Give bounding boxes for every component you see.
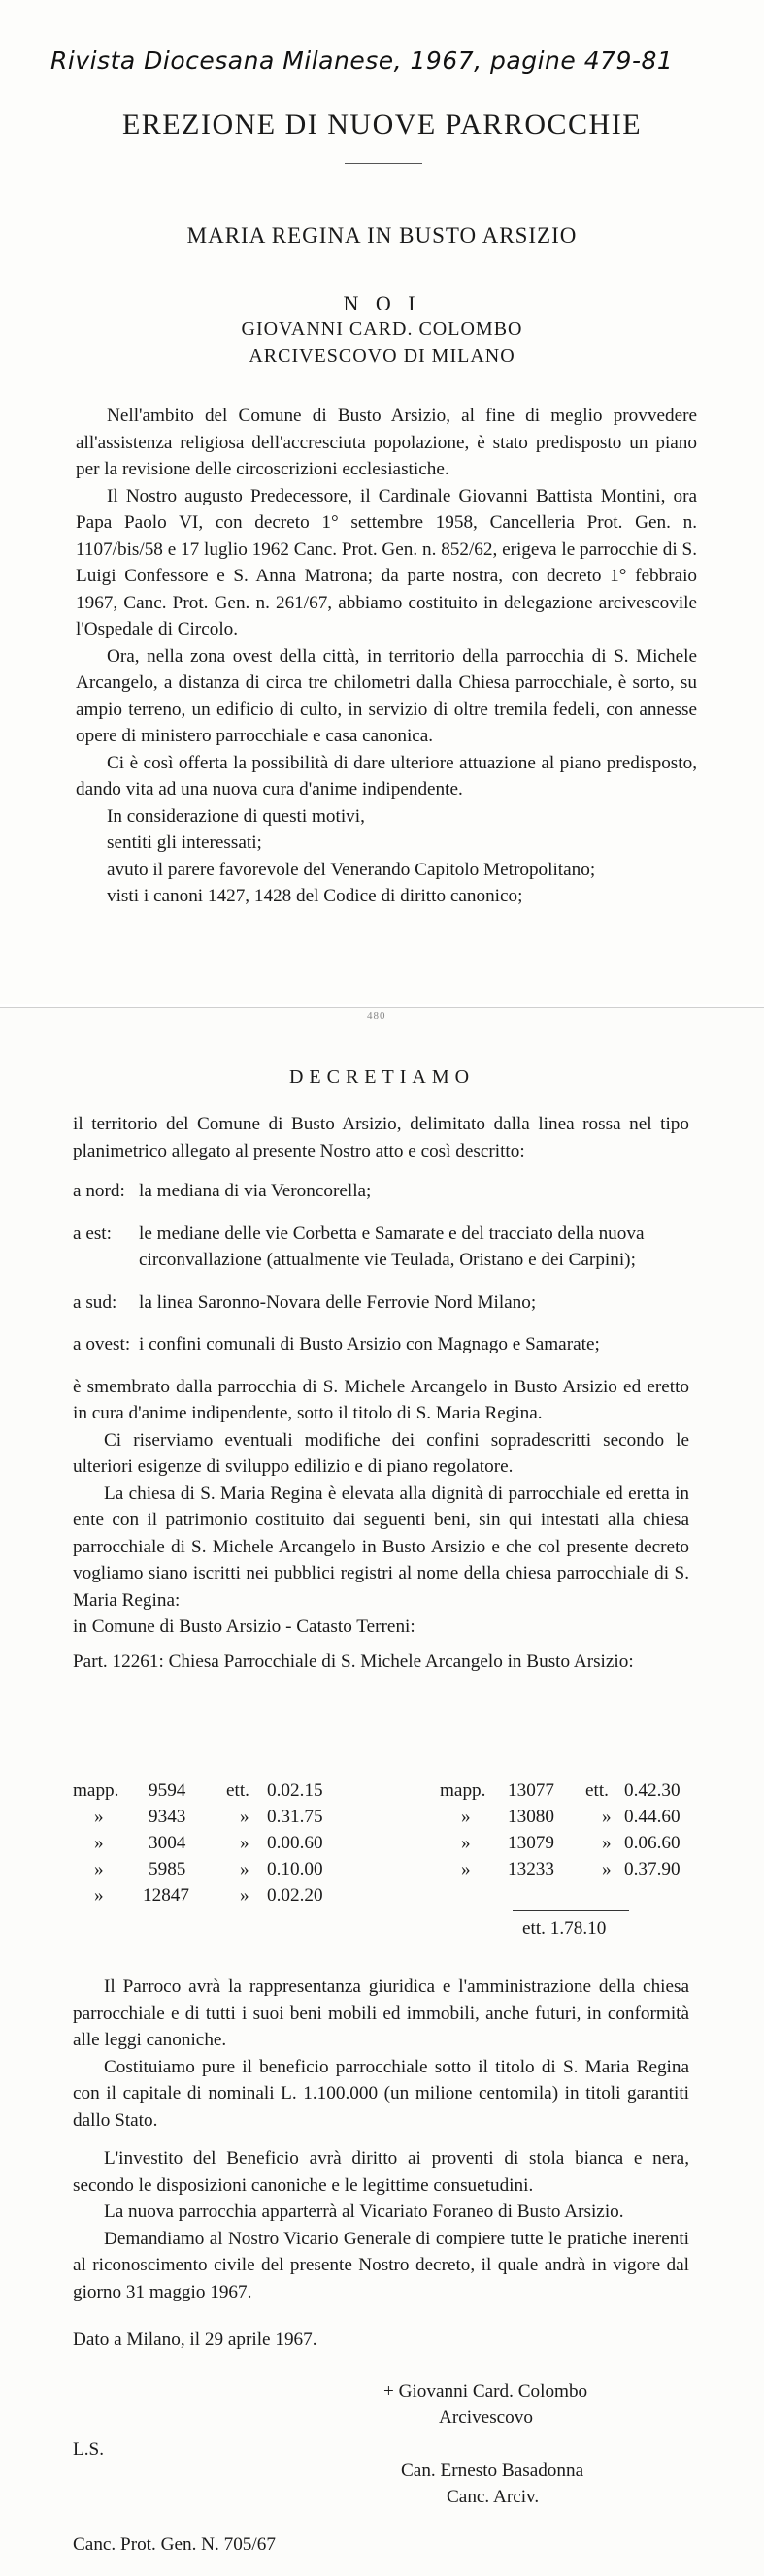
- parcel-row: [73, 1859, 681, 1885]
- parcel-row: [73, 1833, 681, 1859]
- boundary-text: le mediane delle vie Corbetta e Samarate e del tracciato della nuova circonvallazione (attualmente vie Teulada, Oristano e dei Carpini);: [139, 1223, 645, 1270]
- signature-cardinal: + Giovanni Card. Colombo: [383, 2381, 588, 2401]
- parcel-row: [73, 1780, 681, 1807]
- page-sheet-1: [0, 0, 764, 1004]
- parcel-number: 13077: [508, 1780, 554, 1801]
- signature-cardinal-role: Arcivescovo: [439, 2407, 533, 2428]
- boundary-label: a ovest:: [73, 1334, 131, 1354]
- decree-heading: DECRETIAMO: [288, 1066, 476, 1088]
- parcel-number: 13080: [508, 1807, 554, 1827]
- intro-paragraph: sentiti gli interessati;: [107, 832, 262, 853]
- parcel-area: 0.06.60: [624, 1833, 681, 1853]
- intro-paragraph: Ci è così offerta la possibilità di dare ulteriore attuazione al piano predisposto, dando vita ad una nuova cura d'anime indipendente.: [76, 752, 697, 799]
- intro-paragraph: avuto il parere favorevole del Venerando Capitolo Metropolitano;: [107, 859, 596, 880]
- boundary-label: a sud:: [73, 1291, 117, 1313]
- territory-intro: il territorio del Comune di Busto Arsizio, delimitato dalla linea rossa nel tipo planimetrico allegato al presente Nostro atto e così descritto:: [73, 1114, 689, 1161]
- total-divider: [513, 1910, 629, 1911]
- closing-paragraph: L'investito del Beneficio avrà diritto ai proventi di stola bianca e nera, secondo le disposizioni canoniche e le legittime consuetudini.: [73, 2148, 689, 2196]
- title-divider: [345, 163, 422, 164]
- parcel-mark: mapp.: [440, 1780, 486, 1801]
- parcel-area: 0.31.75: [267, 1807, 323, 1827]
- parcel-mark: »: [461, 1807, 471, 1827]
- page-sheet-2: [0, 1007, 764, 2576]
- intro-paragraph: visti i canoni 1427, 1428 del Codice di diritto canonico;: [107, 886, 523, 906]
- boundary-north: [73, 1178, 689, 1205]
- closing-paragraph: Demandiamo al Nostro Vicario Generale di compiere tutte le pratiche inerenti al riconoscimento civile del presente Nostro decreto, il quale andrà in vigore dal giorno 31 maggio 1967.: [73, 2228, 689, 2302]
- parcel-row: [73, 1807, 681, 1833]
- protocol-number: Canc. Prot. Gen. N. 705/67: [73, 2534, 276, 2555]
- parcel-number: 13233: [508, 1859, 554, 1879]
- parcel-unit: »: [602, 1807, 612, 1827]
- parcel-number: 9343: [149, 1807, 186, 1827]
- issuer-noi: N O I: [343, 291, 421, 315]
- parcel-number: 5985: [149, 1859, 186, 1879]
- document-title: EREZIONE DI NUOVE PARROCCHIE: [121, 109, 643, 141]
- page-number: 480: [367, 1010, 386, 1022]
- parcel-area: 0.00.60: [267, 1833, 323, 1853]
- issuer-role: ARCIVESCOVO DI MILANO: [249, 345, 515, 367]
- parcel-area: 0.02.15: [267, 1780, 323, 1801]
- parcel-mark: »: [94, 1833, 104, 1853]
- parcel-unit: »: [602, 1833, 612, 1853]
- boundary-text: i confini comunali di Busto Arsizio con Magnago e Samarate;: [139, 1334, 600, 1354]
- decree-paragraph: Ci riserviamo eventuali modifiche dei confini sopradescritti secondo le ulteriori esigenze di sviluppo edilizio e di piano regolatore.: [73, 1429, 689, 1477]
- closing-section: [73, 1973, 689, 2354]
- closing-paragraph: Costituiamo pure il beneficio parrocchiale sotto il titolo di S. Maria Regina con il capitale di nominali L. 1.100.000 (un milione centomila) in titoli garantiti dallo Stato.: [73, 2056, 689, 2131]
- parcel-area: 0.10.00: [267, 1859, 323, 1879]
- intro-paragraph: Il Nostro augusto Predecessore, il Cardinale Giovanni Battista Montini, ora Papa Paolo VI, con decreto 1° settembre 1958, Cancelleria Prot. Gen. n. 1107/bis/58 e 17 luglio 1962 Canc. Prot. Gen. n. 852/62, erigeva le parrocchie di S. Luigi Confessore e S. Anna Matrona; da parte nostra, con decreto 1° febbraio 1967, Canc. Prot. Gen. n. 261/67, abbiamo costituito in delegazione arcivescovile l'Ospedale di Circolo.: [76, 485, 697, 639]
- territory-section: [73, 1111, 689, 1675]
- parcel-mark: »: [461, 1859, 471, 1879]
- parcel-number: 3004: [149, 1833, 186, 1853]
- signature-chancellor-role: Canc. Arciv.: [447, 2487, 540, 2507]
- parcel-number: 12847: [143, 1885, 189, 1906]
- parcel-area: 0.37.90: [624, 1859, 681, 1879]
- parcel-area: 0.44.60: [624, 1807, 681, 1827]
- boundary-west: [73, 1331, 689, 1358]
- boundary-text: la linea Saronno-Novara delle Ferrovie Nord Milano;: [139, 1291, 537, 1313]
- parcel-number: 13079: [508, 1833, 554, 1853]
- boundary-text: la mediana di via Veroncorella;: [139, 1181, 372, 1201]
- parcel-unit: »: [240, 1859, 249, 1879]
- parcel-unit: »: [240, 1833, 249, 1853]
- parcel-area: 0.02.20: [267, 1885, 323, 1906]
- parcel-mark: »: [461, 1833, 471, 1853]
- intro-paragraph: Nell'ambito del Comune di Busto Arsizio, al fine di meglio provvedere all'assistenza religiosa dell'accresciuta popolazione, è stato predisposto un piano per la revisione delle circoscrizioni ecclesiastiche.: [76, 406, 697, 479]
- handwritten-source-note: Rivista Diocesana Milanese, 1967, pagine 479-81: [50, 47, 674, 75]
- dated-line: Dato a Milano, il 29 aprile 1967.: [73, 2330, 317, 2350]
- closing-paragraph: Il Parroco avrà la rappresentanza giuridica e l'amministrazione della chiesa parrocchiale e di tutti i suoi beni mobili ed immobili, anche futuri, in conformità alle leggi canoniche.: [73, 1976, 689, 2050]
- parcel-mark: »: [94, 1859, 104, 1879]
- decree-paragraph: è smembrato dalla parrocchia di S. Michele Arcangelo in Busto Arsizio ed eretto in cura d'anime indipendente, sotto il titolo di S. Maria Regina.: [73, 1376, 689, 1423]
- decree-subtitle: MARIA REGINA IN BUSTO ARSIZIO: [186, 223, 578, 247]
- parcel-mark: mapp.: [73, 1780, 119, 1801]
- intro-paragraph: Ora, nella zona ovest della città, in territorio della parrocchia di S. Michele Arcangelo, a distanza di circa tre chilometri dalla Chiesa parrocchiale, è sorto, su ampio terreno, un edificio di culto, in servizio di oltre tremila fedeli, con annesse opere di ministero parrocchiale e casa canonica.: [76, 645, 697, 746]
- parcel-unit: ett.: [585, 1780, 609, 1801]
- catasto-line: in Comune di Busto Arsizio - Catasto Terreni:: [73, 1616, 415, 1637]
- boundary-east: [73, 1221, 689, 1274]
- decree-paragraph: La chiesa di S. Maria Regina è elevata alla dignità di parrocchiale ed eretta in ente con il patrimonio costituito dai seguenti beni, sin qui intestati alla chiesa parrocchiale di S. Michele Arcangelo in Busto Arsizio e che col presente decreto vogliamo siano iscritti nei pubblici registri al nome della chiesa parrocchiale di S. Maria Regina:: [73, 1483, 689, 1611]
- parcel-unit: »: [602, 1859, 612, 1879]
- parcels-total: ett. 1.78.10: [522, 1918, 607, 1939]
- parcel-mark: »: [94, 1807, 104, 1827]
- intro-paragraph: In considerazione di questi motivi,: [107, 805, 365, 827]
- parcel-unit: »: [240, 1807, 249, 1827]
- parcel-unit: »: [240, 1885, 249, 1906]
- closing-paragraph: La nuova parrocchia apparterrà al Vicariato Foraneo di Busto Arsizio.: [104, 2201, 624, 2222]
- signature-chancellor: Can. Ernesto Basadonna: [401, 2461, 584, 2481]
- boundary-south: [73, 1289, 689, 1317]
- parcel-number: 9594: [149, 1780, 186, 1801]
- parcel-unit: ett.: [226, 1780, 249, 1801]
- parcel-row: [73, 1885, 675, 1911]
- intro-text: [76, 403, 697, 910]
- parcel-mark: »: [94, 1885, 104, 1906]
- seal-mark: L.S.: [73, 2439, 104, 2460]
- parcels-table: [73, 1780, 681, 1911]
- issuer-name: GIOVANNI CARD. COLOMBO: [241, 318, 523, 340]
- part-line: Part. 12261: Chiesa Parrocchiale di S. Michele Arcangelo in Busto Arsizio:: [73, 1650, 634, 1672]
- parcel-area: 0.42.30: [624, 1780, 681, 1801]
- boundary-label: a est:: [73, 1223, 112, 1244]
- boundary-label: a nord:: [73, 1181, 125, 1201]
